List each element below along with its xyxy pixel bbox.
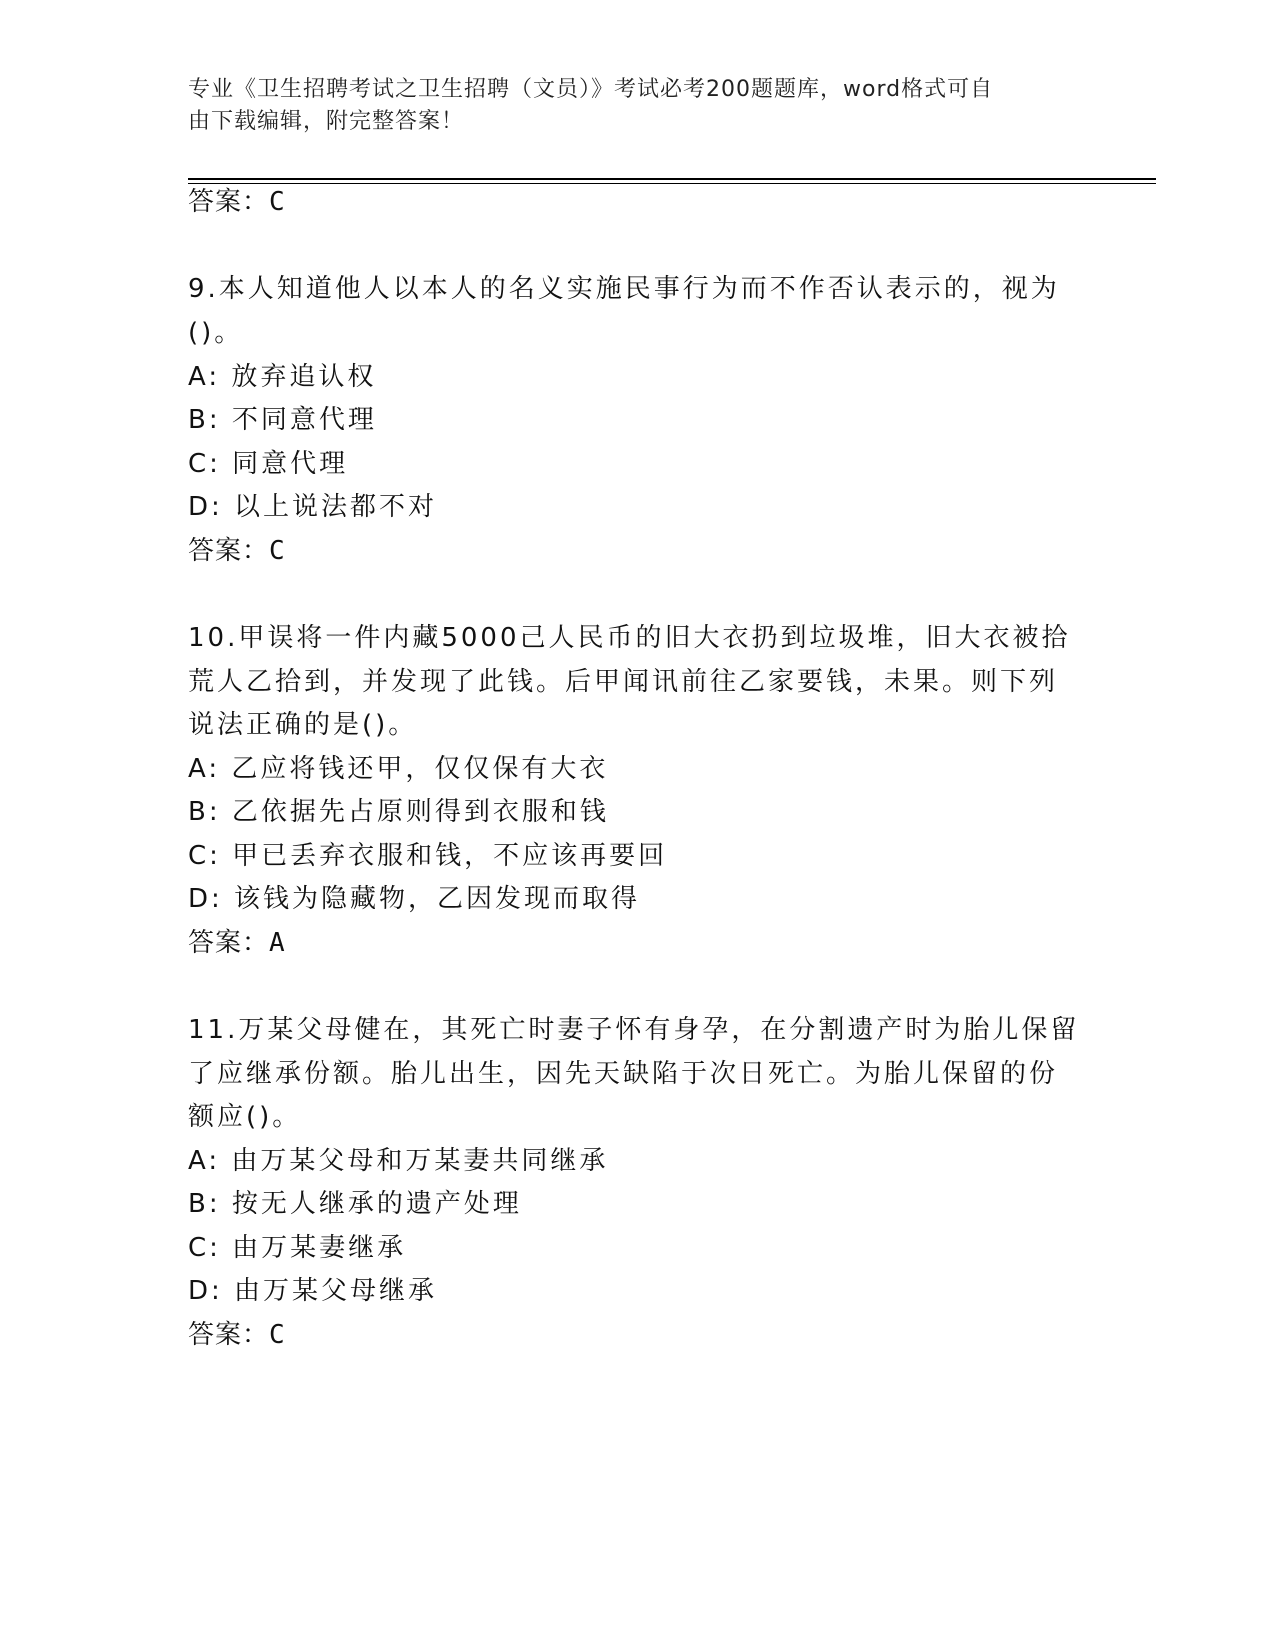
answer-value: A [269, 928, 286, 958]
document-header [188, 74, 1078, 138]
question-11-option-d: D: 由万某父母继承 [188, 1276, 438, 1306]
question-9-option-c: C: 同意代理 [188, 449, 349, 479]
question-10-stem-line-2: 荒人乙拾到，并发现了此钱。后甲闻讯前往乙家要钱，未果。则下列 [188, 667, 1059, 697]
question-10-option-b: B: 乙依据先占原则得到衣服和钱 [188, 797, 609, 827]
question-11-stem-line-2: 了应继承份额。胎儿出生，因先天缺陷于次日死亡。为胎儿保留的份 [188, 1059, 1059, 1089]
answer-value: C [269, 1320, 286, 1350]
question-11-stem-line-3: 额应()。 [188, 1102, 302, 1132]
question-10-stem-line-3: 说法正确的是()。 [188, 710, 418, 740]
question-10-option-a: A: 乙应将钱还甲，仅仅保有大衣 [188, 754, 609, 784]
question-11-answer [188, 1318, 286, 1352]
question-11-option-b: B: 按无人继承的遗产处理 [188, 1189, 522, 1219]
answer-line [188, 185, 286, 219]
answer-label: 答案： [188, 187, 270, 217]
question-11-stem-line-1: 11.万某父母健在，其死亡时妻子怀有身孕，在分割遗产时为胎儿保留 [188, 1015, 1080, 1045]
question-9-stem-line-2: ()。 [188, 318, 244, 348]
question-10-option-c: C: 甲已丢弃衣服和钱，不应该再要回 [188, 841, 668, 871]
question-9-option-b: B: 不同意代理 [188, 405, 377, 435]
header-line-1: 专业《卫生招聘考试之卫生招聘（文员）》考试必考200题题库，word格式可自 [188, 77, 994, 102]
question-11-option-c: C: 由万某妻继承 [188, 1233, 407, 1263]
answer-label: 答案： [188, 1320, 270, 1350]
answer-label: 答案： [188, 536, 270, 566]
question-9-answer [188, 534, 286, 568]
question-9-stem-line-1: 9.本人知道他人以本人的名义实施民事行为而不作否认表示的，视为 [188, 274, 1060, 304]
question-10-option-d: D: 该钱为隐藏物，乙因发现而取得 [188, 884, 641, 914]
header-line-2: 由下载编辑，附完整答案！ [188, 109, 465, 134]
answer-label: 答案： [188, 928, 270, 958]
question-10-answer [188, 926, 286, 960]
answer-value: C [269, 187, 286, 217]
question-9-option-a: A: 放弃追认权 [188, 362, 377, 392]
question-9-option-d: D: 以上说法都不对 [188, 492, 438, 522]
header-divider-thin [188, 183, 1156, 184]
answer-value: C [269, 536, 286, 566]
header-divider-thick [188, 178, 1156, 180]
question-11-option-a: A: 由万某父母和万某妻共同继承 [188, 1146, 609, 1176]
question-10-stem-line-1: 10.甲误将一件内藏5000己人民币的旧大衣扔到垃圾堆，旧大衣被拾 [188, 623, 1071, 653]
